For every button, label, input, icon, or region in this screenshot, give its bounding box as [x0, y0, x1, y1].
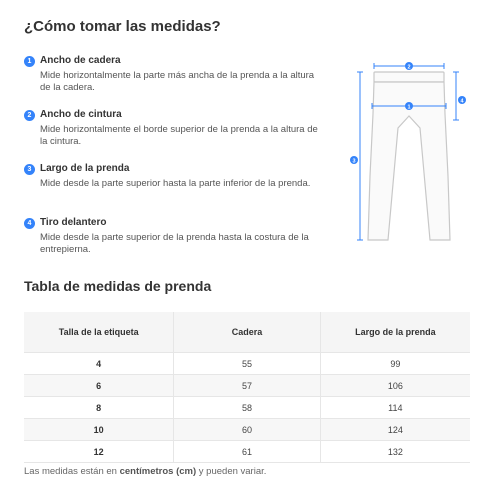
step-description: Mide desde la parte superior de la prenda hasta la costura de la entrepierna. [40, 232, 309, 255]
units-footnote [24, 466, 266, 477]
table-row [24, 441, 470, 463]
step-description: Mide horizontalmente la parte más ancha de la prenda a la altura de la cadera. [40, 70, 315, 93]
size-cell: 4 [24, 353, 174, 375]
size-cell: 8 [24, 397, 174, 419]
step-title: Largo de la prenda [40, 163, 130, 174]
measurement-steps [24, 54, 324, 270]
footnote-units: centímetros (cm) [119, 466, 197, 477]
svg-text:2: 2 [407, 64, 411, 71]
marker-waist [405, 62, 413, 70]
step-description: Mide horizontalmente el borde superior de la prenda a la altura de la cintura. [40, 124, 318, 147]
column-header-length: Largo de la prenda [320, 312, 470, 353]
length-cell: 99 [320, 353, 470, 375]
size-cell: 12 [24, 441, 174, 463]
step-front-rise [24, 216, 324, 270]
length-cell: 114 [320, 397, 470, 419]
step-hip-width [24, 54, 324, 108]
table-row [24, 397, 470, 419]
hip-cell: 57 [174, 375, 320, 397]
table-row [24, 375, 470, 397]
step-description: Mide desde la parte superior hasta la parte inferior de la prenda. [40, 178, 311, 189]
hip-cell: 58 [174, 397, 320, 419]
size-table [24, 312, 470, 463]
column-header-hip: Cadera [174, 312, 320, 353]
length-cell: 124 [320, 419, 470, 441]
page-title: ¿Cómo tomar las medidas? [24, 18, 221, 35]
table-header-row [24, 312, 470, 353]
hip-cell: 61 [174, 441, 320, 463]
column-header-size: Talla de la etiqueta [24, 312, 174, 353]
size-cell: 10 [24, 419, 174, 441]
step-title: Ancho de cadera [40, 55, 121, 66]
length-cell: 132 [320, 441, 470, 463]
hip-cell: 55 [174, 353, 320, 375]
step-number-badge: 3 [24, 164, 35, 175]
step-title: Tiro delantero [40, 217, 107, 228]
hip-cell: 60 [174, 419, 320, 441]
step-garment-length [24, 162, 324, 216]
footnote-text-end: y pueden variar. [196, 466, 267, 477]
step-number-badge: 2 [24, 110, 35, 121]
length-cell: 106 [320, 375, 470, 397]
pants-diagram [344, 58, 474, 248]
step-title: Ancho de cintura [40, 109, 122, 120]
step-number-badge: 1 [24, 56, 35, 67]
marker-length [350, 156, 358, 164]
table-row [24, 353, 470, 375]
marker-rise [458, 96, 466, 104]
step-waist-width [24, 108, 324, 162]
footnote-text: Las medidas están en [24, 466, 120, 477]
pants-outline-icon [368, 72, 450, 240]
size-table-title: Tabla de medidas de prenda [24, 278, 212, 294]
svg-text:1: 1 [407, 104, 411, 111]
size-cell: 6 [24, 375, 174, 397]
svg-text:3: 3 [352, 158, 356, 165]
step-number-badge: 4 [24, 218, 35, 229]
svg-text:4: 4 [460, 98, 464, 105]
table-row [24, 419, 470, 441]
